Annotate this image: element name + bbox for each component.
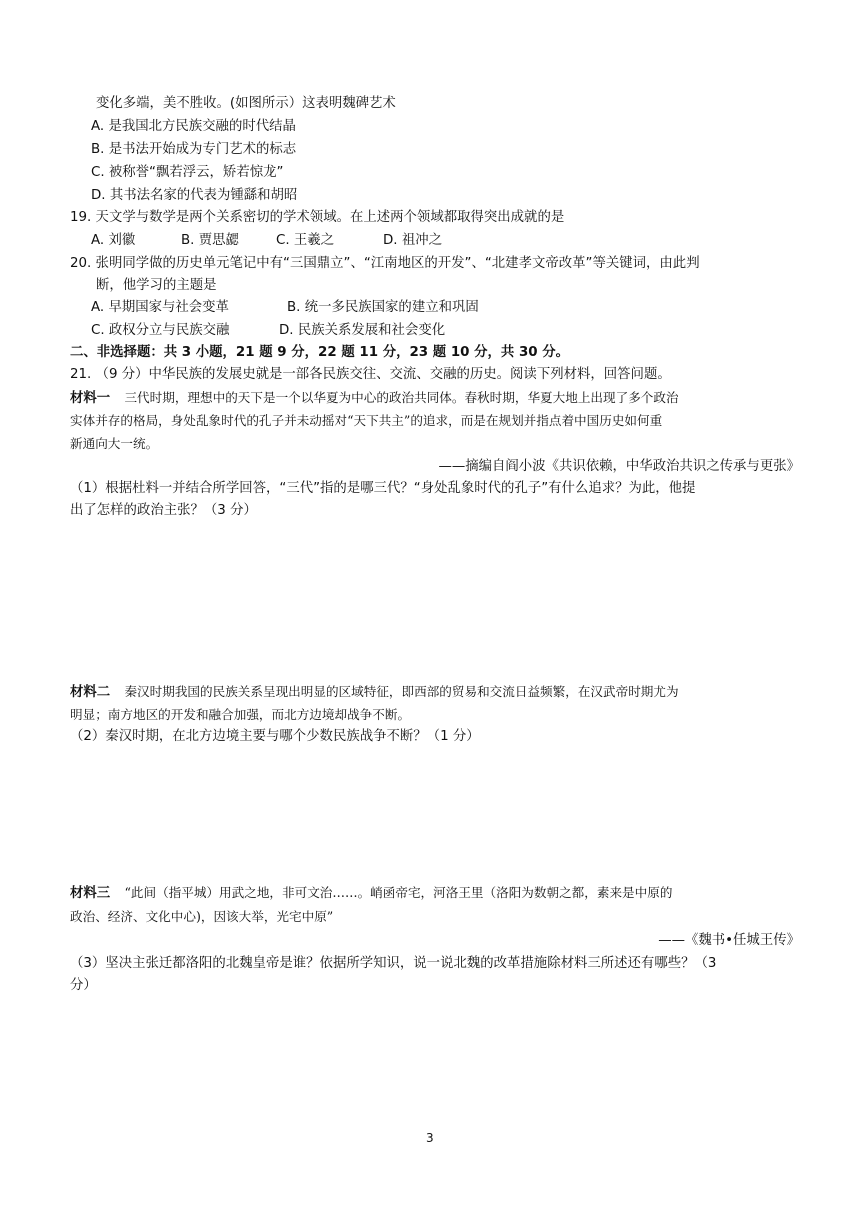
material1-text-line3: 新通向大一统。 xyxy=(70,436,159,451)
sub1-line2: 出了怎样的政治主张？（3 分） xyxy=(70,503,257,518)
material1-source: ——摘编自阎小波《共识依赖，中华政治共识之传承与更张》 xyxy=(438,459,800,474)
q20-option-c: C. 政权分立与民族交融 xyxy=(91,323,230,338)
material2-text-line2: 明显；南方地区的开发和融合加强，而北方边境却战争不断。 xyxy=(70,707,411,722)
q20-stem-line2: 断，他学习的主题是 xyxy=(96,278,217,293)
material1-line1 xyxy=(70,387,679,410)
q19-option-d: D. 祖冲之 xyxy=(383,233,442,248)
page-number: 3 xyxy=(426,1131,434,1145)
q19-option-a: A. 刘徽 xyxy=(91,233,136,248)
material3-line1 xyxy=(70,882,672,905)
material1-text-line1: 三代时期，理想中的天下是一个以华夏为中心的政治共同体。春秋时期，华夏大地上出现了多个政治 xyxy=(124,390,679,405)
material3-text-line1: “此间（指平城）用武之地，非可文治……。峭函帝宅，河洛王里（洛阳为数朝之都，素来是中原的 xyxy=(124,885,673,900)
q21-intro: 21. （9 分）中华民族的发展史就是一部各民族交往、交流、交融的历史。阅读下列材料，回答问题。 xyxy=(70,367,671,382)
material3-source: ——《魏书•任城王传》 xyxy=(658,933,800,948)
q18-option-d: D. 其书法名家的代表为锺繇和胡昭 xyxy=(91,188,298,203)
section2-heading: 二、非选择题：共 3 小题，21 题 9 分，22 题 11 分，23 题 10 分，共 30 分。 xyxy=(70,345,570,360)
material2-label: 材料二 xyxy=(70,685,111,700)
q18-stem-tail: 变化多端，美不胜收。(如图所示）这表明魏碑艺术 xyxy=(96,96,396,111)
material2-line1 xyxy=(70,681,679,704)
material3-text-line2: 政治、经济、文化中心)，因该大举，光宅中原” xyxy=(70,909,334,924)
sub3-line2: 分） xyxy=(70,978,97,993)
material1-label: 材料一 xyxy=(70,391,111,406)
material2-text-line1: 秦汉时期我国的民族关系呈现出明显的区域特征，即西部的贸易和交流日益频繁，在汉武帝时期尤为 xyxy=(124,684,679,699)
material3-label: 材料三 xyxy=(70,886,111,901)
q19-option-b: B. 贾思勰 xyxy=(181,233,239,248)
q19-stem: 19. 天文学与数学是两个关系密切的学术领域。在上述两个领域都取得突出成就的是 xyxy=(70,210,565,225)
q20-option-d: D. 民族关系发展和社会变化 xyxy=(279,323,446,338)
material1-text-line2: 实体并存的格局，身处乱象时代的孔子并未动摇对“天下共主”的追求，而是在规划并指点着中国历史如何重 xyxy=(70,413,663,428)
q20-stem-line1: 20. 张明同学做的历史单元笔记中有“三国鼎立”、“江南地区的开发”、“北建孝文帝改革”等关键词，由此判 xyxy=(70,256,700,271)
q19-option-c: C. 王羲之 xyxy=(276,233,335,248)
sub1-line1: （1）根据杜料一并结合所学回答，“三代”指的是哪三代？“身处乱象时代的孔子”有什么追求？为此，他提 xyxy=(70,481,696,496)
q18-option-b: B. 是书法开始成为专门艺术的标志 xyxy=(91,142,297,157)
q20-option-b: B. 统一多民族国家的建立和巩固 xyxy=(287,300,479,315)
q20-option-a: A. 早期国家与社会变革 xyxy=(91,300,229,315)
q18-option-c: C. 被称誉“飘若浮云，矫若惊龙” xyxy=(91,165,284,180)
q18-option-a: A. 是我国北方民族交融的时代结晶 xyxy=(91,119,296,134)
sub2-line1: （2）秦汉时期，在北方边境主要与哪个少数民族战争不断？（1 分） xyxy=(70,729,480,744)
sub3-line1: （3）坚决主张迁都洛阳的北魏皇帝是谁？依据所学知识，说一说北魏的改革措施除材料三所述还有哪些？（3 xyxy=(70,956,717,971)
